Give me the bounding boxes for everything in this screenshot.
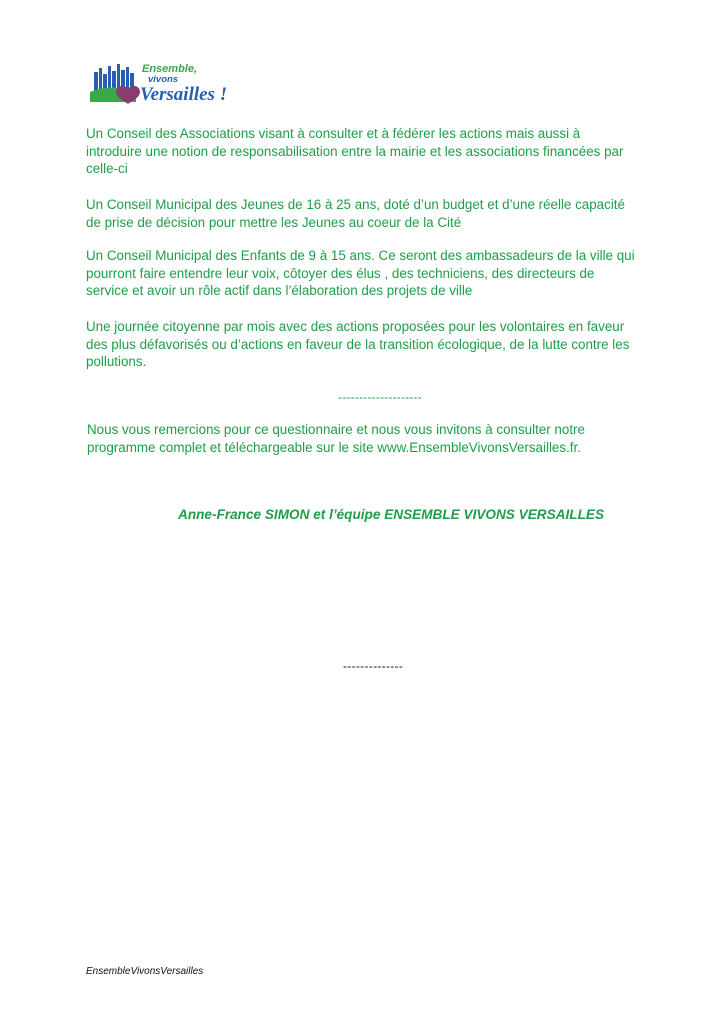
- section-divider: --------------------: [338, 390, 422, 404]
- closing-paragraph: Nous vous remercions pour ce questionnaire et nous vous invitons à consulter notre programme complet et téléchargeable sur le site www.EnsembleVivonsVersailles.fr.: [87, 422, 585, 455]
- paragraph-journee-citoyenne: Une journée citoyenne par mois avec des actions proposées pour les volontaires en faveur des plus défavorisés ou d’actions en faveur de la transition écologique, de la lutte contre les pollutions.: [86, 319, 630, 370]
- logo-line3: Versailles !: [140, 84, 228, 105]
- logo-line1: Ensemble,: [142, 63, 198, 75]
- signature: Anne-France SIMON et l’équipe ENSEMBLE VIVONS VERSAILLES: [178, 507, 605, 522]
- end-divider: --------------: [343, 659, 404, 673]
- paragraph-conseil-associations: Un Conseil des Associations visant à consulter et à fédérer les actions mais aussi à introduire une notion de responsabilisation entre la mairie et les associations financées par celle-ci: [86, 126, 624, 177]
- logo-line2: vivons: [148, 74, 179, 85]
- page-footer: EnsembleVivonsVersailles: [86, 966, 204, 977]
- ensemble-vivons-versailles-logo: [90, 58, 240, 110]
- paragraph-conseil-enfants: Un Conseil Municipal des Enfants de 9 à 15 ans. Ce seront des ambassadeurs de la ville qui pourront faire entendre leur voix, côtoyer des élus , des techniciens, des directeurs de service et avoir un rôle actif dans l’élaboration des projets de ville: [86, 248, 635, 299]
- paragraph-conseil-jeunes: Un Conseil Municipal des Jeunes de 16 à 25 ans, doté d’un budget et d’une réelle capacité de prise de décision pour mettre les Jeunes au coeur de la Cité: [86, 197, 625, 230]
